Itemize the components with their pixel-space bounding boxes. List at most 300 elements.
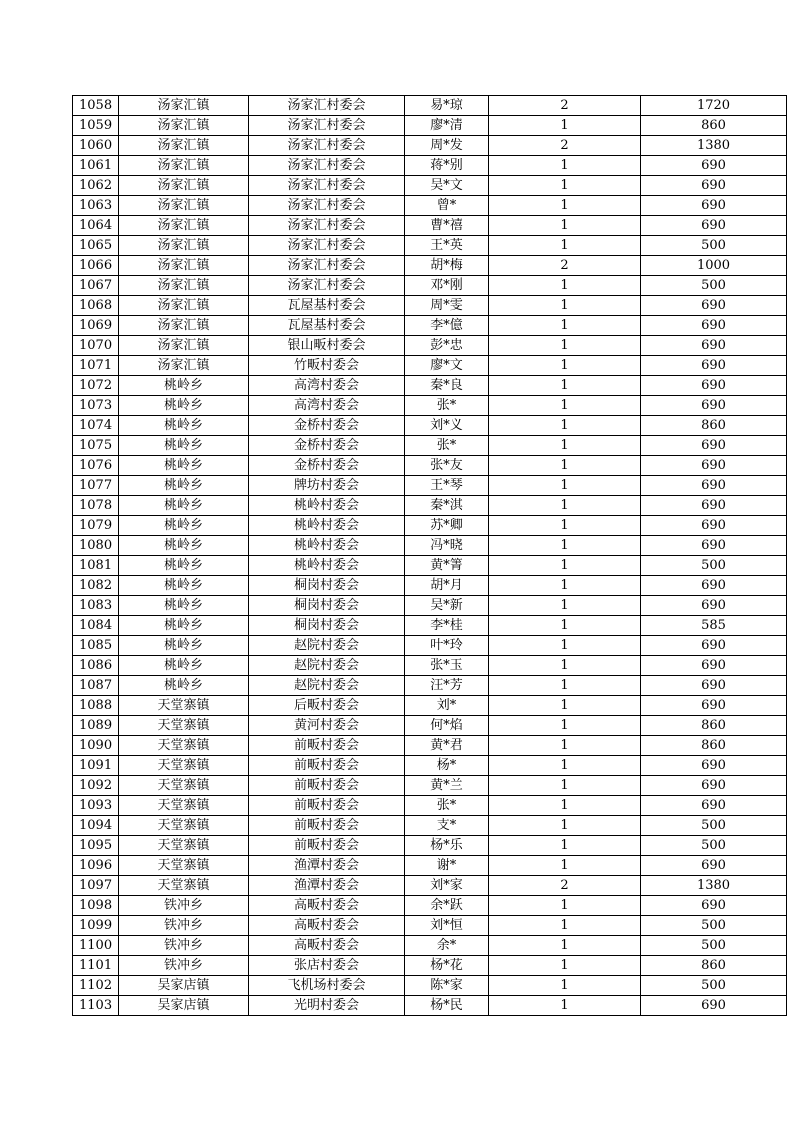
name-cell: 刘*: [405, 696, 489, 716]
amount-cell: 1000: [641, 256, 787, 276]
name-cell: 廖*文: [405, 356, 489, 376]
household-count-cell: 1: [489, 196, 641, 216]
table-row: [73, 636, 787, 656]
table-row: [73, 496, 787, 516]
township-cell: 桃岭乡: [119, 676, 249, 696]
name-cell: 杨*花: [405, 956, 489, 976]
row-number-cell: 1059: [73, 116, 119, 136]
name-cell: 支*: [405, 816, 489, 836]
row-number-cell: 1062: [73, 176, 119, 196]
row-number-cell: 1077: [73, 476, 119, 496]
name-cell: 张*友: [405, 456, 489, 476]
household-count-cell: 1: [489, 336, 641, 356]
village-committee-cell: 前畈村委会: [249, 796, 405, 816]
household-count-cell: 1: [489, 376, 641, 396]
village-committee-cell: 赵院村委会: [249, 676, 405, 696]
household-count-cell: 1: [489, 636, 641, 656]
row-number-cell: 1063: [73, 196, 119, 216]
table-row: [73, 836, 787, 856]
village-committee-cell: 金桥村委会: [249, 456, 405, 476]
amount-cell: 690: [641, 636, 787, 656]
amount-cell: 500: [641, 976, 787, 996]
row-number-cell: 1078: [73, 496, 119, 516]
township-cell: 天堂寨镇: [119, 696, 249, 716]
household-count-cell: 1: [489, 356, 641, 376]
amount-cell: 500: [641, 236, 787, 256]
township-cell: 汤家汇镇: [119, 136, 249, 156]
household-count-cell: 1: [489, 176, 641, 196]
township-cell: 桃岭乡: [119, 656, 249, 676]
village-committee-cell: 桐岗村委会: [249, 596, 405, 616]
name-cell: 黄*兰: [405, 776, 489, 796]
village-committee-cell: 前畈村委会: [249, 816, 405, 836]
name-cell: 刘*恒: [405, 916, 489, 936]
table-row: [73, 296, 787, 316]
amount-cell: 690: [641, 376, 787, 396]
name-cell: 王*英: [405, 236, 489, 256]
row-number-cell: 1071: [73, 356, 119, 376]
amount-cell: 860: [641, 116, 787, 136]
table-row: [73, 316, 787, 336]
household-count-cell: 2: [489, 96, 641, 116]
household-count-cell: 1: [489, 856, 641, 876]
name-cell: 杨*民: [405, 996, 489, 1016]
table-row: [73, 936, 787, 956]
table-row: [73, 196, 787, 216]
row-number-cell: 1074: [73, 416, 119, 436]
township-cell: 吴家店镇: [119, 996, 249, 1016]
amount-cell: 690: [641, 196, 787, 216]
table-row: [73, 276, 787, 296]
row-number-cell: 1084: [73, 616, 119, 636]
amount-cell: 690: [641, 756, 787, 776]
row-number-cell: 1072: [73, 376, 119, 396]
village-committee-cell: 汤家汇村委会: [249, 216, 405, 236]
row-number-cell: 1088: [73, 696, 119, 716]
row-number-cell: 1076: [73, 456, 119, 476]
name-cell: 冯*晓: [405, 536, 489, 556]
amount-cell: 690: [641, 356, 787, 376]
household-count-cell: 1: [489, 436, 641, 456]
township-cell: 铁冲乡: [119, 936, 249, 956]
township-cell: 天堂寨镇: [119, 816, 249, 836]
table-row: [73, 776, 787, 796]
township-cell: 铁冲乡: [119, 916, 249, 936]
name-cell: 何*焰: [405, 716, 489, 736]
row-number-cell: 1094: [73, 816, 119, 836]
village-committee-cell: 渔潭村委会: [249, 876, 405, 896]
amount-cell: 690: [641, 476, 787, 496]
amount-cell: 1380: [641, 876, 787, 896]
name-cell: 汪*芳: [405, 676, 489, 696]
household-count-cell: 1: [489, 996, 641, 1016]
table-row: [73, 796, 787, 816]
household-count-cell: 1: [489, 156, 641, 176]
table-row: [73, 816, 787, 836]
township-cell: 汤家汇镇: [119, 296, 249, 316]
village-committee-cell: 汤家汇村委会: [249, 236, 405, 256]
village-committee-cell: 高湾村委会: [249, 396, 405, 416]
table-row: [73, 476, 787, 496]
table-row: [73, 176, 787, 196]
row-number-cell: 1085: [73, 636, 119, 656]
row-number-cell: 1075: [73, 436, 119, 456]
township-cell: 天堂寨镇: [119, 836, 249, 856]
township-cell: 汤家汇镇: [119, 176, 249, 196]
village-committee-cell: 桃岭村委会: [249, 516, 405, 536]
township-cell: 桃岭乡: [119, 396, 249, 416]
row-number-cell: 1091: [73, 756, 119, 776]
household-count-cell: 1: [489, 796, 641, 816]
village-committee-cell: 汤家汇村委会: [249, 156, 405, 176]
amount-cell: 690: [641, 576, 787, 596]
name-cell: 彭*忠: [405, 336, 489, 356]
row-number-cell: 1079: [73, 516, 119, 536]
township-cell: 桃岭乡: [119, 636, 249, 656]
township-cell: 汤家汇镇: [119, 256, 249, 276]
household-count-cell: 1: [489, 496, 641, 516]
household-count-cell: 1: [489, 736, 641, 756]
row-number-cell: 1066: [73, 256, 119, 276]
township-cell: 汤家汇镇: [119, 316, 249, 336]
table-row: [73, 696, 787, 716]
household-count-cell: 1: [489, 296, 641, 316]
name-cell: 杨*乐: [405, 836, 489, 856]
amount-cell: 500: [641, 816, 787, 836]
household-count-cell: 1: [489, 776, 641, 796]
amount-cell: 690: [641, 216, 787, 236]
table-row: [73, 456, 787, 476]
village-committee-cell: 高畈村委会: [249, 916, 405, 936]
name-cell: 余*跃: [405, 896, 489, 916]
table-row: [73, 576, 787, 596]
amount-cell: 690: [641, 896, 787, 916]
row-number-cell: 1073: [73, 396, 119, 416]
amount-cell: 1720: [641, 96, 787, 116]
amount-cell: 690: [641, 516, 787, 536]
name-cell: 李*桂: [405, 616, 489, 636]
name-cell: 周*发: [405, 136, 489, 156]
name-cell: 秦*良: [405, 376, 489, 396]
household-count-cell: 1: [489, 116, 641, 136]
row-number-cell: 1070: [73, 336, 119, 356]
name-cell: 蒋*别: [405, 156, 489, 176]
township-cell: 桃岭乡: [119, 516, 249, 536]
table-row: [73, 956, 787, 976]
amount-cell: 500: [641, 276, 787, 296]
village-committee-cell: 光明村委会: [249, 996, 405, 1016]
table-row: [73, 756, 787, 776]
household-count-cell: 1: [489, 696, 641, 716]
household-count-cell: 2: [489, 136, 641, 156]
township-cell: 铁冲乡: [119, 896, 249, 916]
name-cell: 叶*玲: [405, 636, 489, 656]
amount-cell: 690: [641, 456, 787, 476]
village-committee-cell: 汤家汇村委会: [249, 256, 405, 276]
amount-cell: 690: [641, 856, 787, 876]
row-number-cell: 1060: [73, 136, 119, 156]
amount-cell: 690: [641, 436, 787, 456]
village-committee-cell: 桃岭村委会: [249, 496, 405, 516]
township-cell: 桃岭乡: [119, 496, 249, 516]
row-number-cell: 1058: [73, 96, 119, 116]
household-count-cell: 1: [489, 396, 641, 416]
amount-cell: 690: [641, 696, 787, 716]
amount-cell: 690: [641, 336, 787, 356]
village-committee-cell: 桐岗村委会: [249, 576, 405, 596]
household-count-cell: 2: [489, 876, 641, 896]
township-cell: 汤家汇镇: [119, 156, 249, 176]
name-cell: 胡*梅: [405, 256, 489, 276]
row-number-cell: 1067: [73, 276, 119, 296]
name-cell: 张*: [405, 396, 489, 416]
row-number-cell: 1092: [73, 776, 119, 796]
table-row: [73, 376, 787, 396]
township-cell: 天堂寨镇: [119, 796, 249, 816]
row-number-cell: 1098: [73, 896, 119, 916]
amount-cell: 860: [641, 736, 787, 756]
village-committee-cell: 汤家汇村委会: [249, 96, 405, 116]
row-number-cell: 1095: [73, 836, 119, 856]
household-count-cell: 1: [489, 816, 641, 836]
row-number-cell: 1069: [73, 316, 119, 336]
table-row: [73, 96, 787, 116]
village-committee-cell: 高畈村委会: [249, 936, 405, 956]
township-cell: 天堂寨镇: [119, 856, 249, 876]
name-cell: 曹*禧: [405, 216, 489, 236]
township-cell: 汤家汇镇: [119, 336, 249, 356]
village-committee-cell: 前畈村委会: [249, 736, 405, 756]
name-cell: 黄*君: [405, 736, 489, 756]
village-committee-cell: 桃岭村委会: [249, 556, 405, 576]
name-cell: 张*: [405, 796, 489, 816]
village-committee-cell: 黄河村委会: [249, 716, 405, 736]
name-cell: 廖*清: [405, 116, 489, 136]
household-count-cell: 1: [489, 716, 641, 736]
township-cell: 桃岭乡: [119, 536, 249, 556]
row-number-cell: 1100: [73, 936, 119, 956]
township-cell: 天堂寨镇: [119, 716, 249, 736]
village-committee-cell: 汤家汇村委会: [249, 196, 405, 216]
row-number-cell: 1096: [73, 856, 119, 876]
household-count-cell: 1: [489, 456, 641, 476]
row-number-cell: 1090: [73, 736, 119, 756]
amount-cell: 860: [641, 956, 787, 976]
township-cell: 桃岭乡: [119, 436, 249, 456]
household-count-cell: 1: [489, 956, 641, 976]
row-number-cell: 1097: [73, 876, 119, 896]
row-number-cell: 1093: [73, 796, 119, 816]
amount-cell: 690: [641, 676, 787, 696]
row-number-cell: 1068: [73, 296, 119, 316]
village-committee-cell: 高畈村委会: [249, 896, 405, 916]
township-cell: 天堂寨镇: [119, 876, 249, 896]
row-number-cell: 1080: [73, 536, 119, 556]
name-cell: 谢*: [405, 856, 489, 876]
township-cell: 天堂寨镇: [119, 736, 249, 756]
household-count-cell: 1: [489, 756, 641, 776]
village-committee-cell: 渔潭村委会: [249, 856, 405, 876]
table-row: [73, 136, 787, 156]
name-cell: 黄*箐: [405, 556, 489, 576]
household-count-cell: 2: [489, 256, 641, 276]
township-cell: 桃岭乡: [119, 596, 249, 616]
township-cell: 汤家汇镇: [119, 96, 249, 116]
household-count-cell: 1: [489, 536, 641, 556]
name-cell: 秦*淇: [405, 496, 489, 516]
table-row: [73, 916, 787, 936]
table-row: [73, 396, 787, 416]
amount-cell: 690: [641, 796, 787, 816]
table-row: [73, 716, 787, 736]
amount-cell: 585: [641, 616, 787, 636]
table-row: [73, 876, 787, 896]
amount-cell: 1380: [641, 136, 787, 156]
village-committee-cell: 汤家汇村委会: [249, 276, 405, 296]
village-committee-cell: 前畈村委会: [249, 836, 405, 856]
roster-table-body: [73, 96, 787, 1016]
name-cell: 易*琼: [405, 96, 489, 116]
row-number-cell: 1061: [73, 156, 119, 176]
amount-cell: 690: [641, 596, 787, 616]
household-count-cell: 1: [489, 576, 641, 596]
township-cell: 天堂寨镇: [119, 756, 249, 776]
village-committee-cell: 赵院村委会: [249, 636, 405, 656]
village-committee-cell: 牌坊村委会: [249, 476, 405, 496]
village-committee-cell: 汤家汇村委会: [249, 136, 405, 156]
name-cell: 余*: [405, 936, 489, 956]
township-cell: 桃岭乡: [119, 576, 249, 596]
township-cell: 汤家汇镇: [119, 276, 249, 296]
name-cell: 陈*家: [405, 976, 489, 996]
row-number-cell: 1082: [73, 576, 119, 596]
row-number-cell: 1102: [73, 976, 119, 996]
name-cell: 张*: [405, 436, 489, 456]
table-row: [73, 736, 787, 756]
amount-cell: 860: [641, 416, 787, 436]
amount-cell: 690: [641, 316, 787, 336]
row-number-cell: 1086: [73, 656, 119, 676]
amount-cell: 690: [641, 776, 787, 796]
household-count-cell: 1: [489, 316, 641, 336]
household-count-cell: 1: [489, 896, 641, 916]
amount-cell: 690: [641, 176, 787, 196]
row-number-cell: 1099: [73, 916, 119, 936]
table-row: [73, 336, 787, 356]
township-cell: 汤家汇镇: [119, 216, 249, 236]
household-count-cell: 1: [489, 936, 641, 956]
row-number-cell: 1064: [73, 216, 119, 236]
amount-cell: 690: [641, 396, 787, 416]
table-row: [73, 556, 787, 576]
township-cell: 桃岭乡: [119, 556, 249, 576]
village-committee-cell: 前畈村委会: [249, 776, 405, 796]
name-cell: 刘*义: [405, 416, 489, 436]
village-committee-cell: 张店村委会: [249, 956, 405, 976]
table-row: [73, 416, 787, 436]
table-row: [73, 616, 787, 636]
township-cell: 桃岭乡: [119, 416, 249, 436]
township-cell: 桃岭乡: [119, 476, 249, 496]
name-cell: 王*琴: [405, 476, 489, 496]
township-cell: 桃岭乡: [119, 376, 249, 396]
amount-cell: 500: [641, 836, 787, 856]
amount-cell: 690: [641, 656, 787, 676]
name-cell: 苏*卿: [405, 516, 489, 536]
village-committee-cell: 汤家汇村委会: [249, 176, 405, 196]
name-cell: 邓*刚: [405, 276, 489, 296]
name-cell: 吴*新: [405, 596, 489, 616]
amount-cell: 690: [641, 156, 787, 176]
village-committee-cell: 金桥村委会: [249, 416, 405, 436]
village-committee-cell: 桃岭村委会: [249, 536, 405, 556]
household-count-cell: 1: [489, 556, 641, 576]
row-number-cell: 1065: [73, 236, 119, 256]
village-committee-cell: 飞机场村委会: [249, 976, 405, 996]
table-row: [73, 896, 787, 916]
name-cell: 曾*: [405, 196, 489, 216]
table-row: [73, 536, 787, 556]
row-number-cell: 1081: [73, 556, 119, 576]
row-number-cell: 1103: [73, 996, 119, 1016]
amount-cell: 690: [641, 296, 787, 316]
table-row: [73, 676, 787, 696]
name-cell: 周*雯: [405, 296, 489, 316]
household-count-cell: 1: [489, 236, 641, 256]
village-committee-cell: 汤家汇村委会: [249, 116, 405, 136]
table-row: [73, 996, 787, 1016]
table-row: [73, 516, 787, 536]
township-cell: 桃岭乡: [119, 616, 249, 636]
village-committee-cell: 赵院村委会: [249, 656, 405, 676]
township-cell: 吴家店镇: [119, 976, 249, 996]
name-cell: 胡*月: [405, 576, 489, 596]
amount-cell: 860: [641, 716, 787, 736]
township-cell: 汤家汇镇: [119, 356, 249, 376]
household-count-cell: 1: [489, 276, 641, 296]
table-row: [73, 656, 787, 676]
village-committee-cell: 前畈村委会: [249, 756, 405, 776]
township-cell: 桃岭乡: [119, 456, 249, 476]
household-count-cell: 1: [489, 216, 641, 236]
name-cell: 吴*文: [405, 176, 489, 196]
village-committee-cell: 银山畈村委会: [249, 336, 405, 356]
name-cell: 刘*家: [405, 876, 489, 896]
row-number-cell: 1101: [73, 956, 119, 976]
township-cell: 铁冲乡: [119, 956, 249, 976]
name-cell: 张*玉: [405, 656, 489, 676]
roster-table: [72, 95, 787, 1016]
village-committee-cell: 瓦屋基村委会: [249, 296, 405, 316]
household-count-cell: 1: [489, 976, 641, 996]
village-committee-cell: 桐岗村委会: [249, 616, 405, 636]
township-cell: 汤家汇镇: [119, 196, 249, 216]
amount-cell: 500: [641, 936, 787, 956]
amount-cell: 500: [641, 556, 787, 576]
table-row: [73, 156, 787, 176]
row-number-cell: 1089: [73, 716, 119, 736]
name-cell: 李*億: [405, 316, 489, 336]
row-number-cell: 1087: [73, 676, 119, 696]
table-row: [73, 236, 787, 256]
household-count-cell: 1: [489, 476, 641, 496]
household-count-cell: 1: [489, 616, 641, 636]
amount-cell: 690: [641, 996, 787, 1016]
table-row: [73, 216, 787, 236]
village-committee-cell: 竹畈村委会: [249, 356, 405, 376]
name-cell: 杨*: [405, 756, 489, 776]
village-committee-cell: 瓦屋基村委会: [249, 316, 405, 336]
